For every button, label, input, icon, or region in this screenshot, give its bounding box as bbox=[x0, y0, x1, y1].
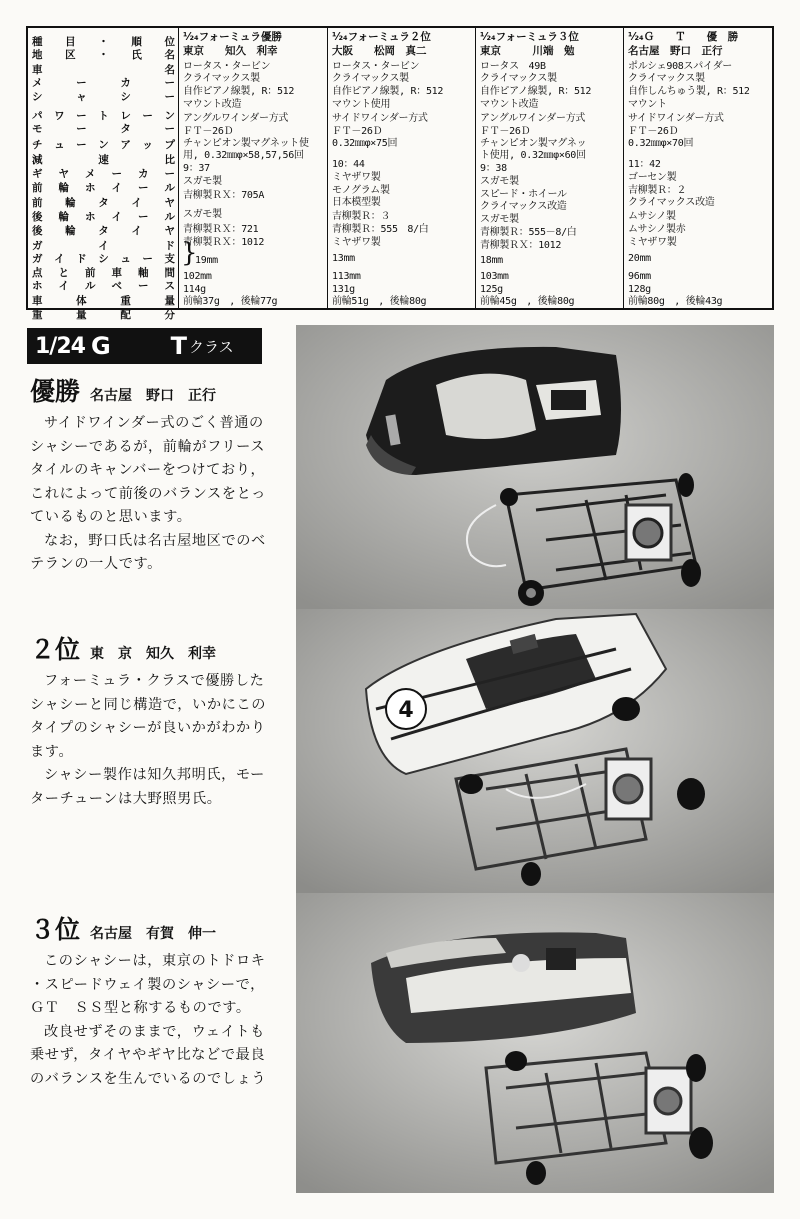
spec-row-label-char: ス bbox=[164, 280, 175, 293]
class-letter-t: T bbox=[170, 332, 188, 360]
spec-row-label-char: ホ bbox=[85, 182, 96, 195]
spec-row-label-char: 順 bbox=[131, 35, 142, 48]
entry-text-line: シャシーであるが，前輪がフリース bbox=[30, 438, 266, 455]
spec-row-label-char: イ bbox=[98, 239, 109, 252]
spec-row-label-char: イ bbox=[54, 253, 65, 266]
spec-row-label-char: 位 bbox=[164, 35, 175, 48]
spec-row-label-char: 輪 bbox=[58, 182, 69, 195]
spec-value: 日本模型製 bbox=[332, 197, 381, 209]
entry-text-line: タイプのシャシーが良いかがわかり bbox=[30, 720, 266, 736]
spec-row-label-char: モ bbox=[32, 123, 43, 136]
spec-row-label-char: 区 bbox=[65, 49, 76, 62]
spec-value: マウント改造 bbox=[480, 98, 539, 110]
spec-row-label-char: 前 bbox=[85, 266, 96, 279]
spec-row-label-char: ッ bbox=[142, 138, 153, 151]
spec-value: 96mm bbox=[628, 271, 651, 283]
spec-table bbox=[26, 26, 774, 322]
spec-row-label bbox=[32, 180, 175, 195]
spec-value: 9：37 bbox=[183, 162, 210, 174]
spec-value: マウント使用 bbox=[332, 98, 391, 110]
spec-row-label-char: ヤ bbox=[58, 167, 69, 180]
spec-row-label-char: 量 bbox=[76, 309, 87, 322]
spec-value: ムサシノ製赤 bbox=[628, 224, 686, 235]
entry-text-line: 乗せず，タイヤやギヤ比などで最良 bbox=[30, 1047, 266, 1063]
spec-value: マウント改造 bbox=[183, 98, 242, 110]
spec-column-header: ⅟₂₄フォーミュラ優勝 bbox=[183, 30, 282, 43]
spec-value: 前輪37g , 後輪77g bbox=[183, 295, 278, 307]
spec-row-label-char: 前 bbox=[32, 196, 43, 209]
spec-row-labels bbox=[28, 28, 178, 322]
spec-value: 青柳製ＲＸ：721 bbox=[183, 224, 259, 235]
spec-value: クライマックス改造 bbox=[628, 197, 715, 209]
spec-value: マウント bbox=[628, 98, 667, 110]
entry-text-line: ているものと思います。 bbox=[30, 509, 192, 525]
spec-value: 青柳製ＲＸ：1012 bbox=[183, 236, 265, 248]
entry-text-line: ます。 bbox=[30, 743, 74, 760]
spec-row-label-char: ホ bbox=[85, 211, 96, 224]
spec-column-header: ⅟₂₄フォーミュラ３位 bbox=[480, 30, 579, 43]
entry-second bbox=[30, 630, 292, 811]
spec-row-label-char: 地 bbox=[32, 49, 43, 62]
entry-text-line: のバランスを生んでいるのでしょう bbox=[30, 1070, 267, 1087]
spec-value: ミヤザワ製 bbox=[332, 236, 381, 248]
spec-row-label bbox=[32, 47, 175, 62]
spec-row-label-char: 体 bbox=[76, 294, 87, 307]
spec-value: クライマックス製 bbox=[183, 73, 260, 85]
spec-value: 自作ピアノ線製, R：512 bbox=[183, 86, 295, 98]
spec-row-label bbox=[32, 293, 175, 308]
spec-value: 青柳製Ｒ：555 8/白 bbox=[332, 224, 429, 235]
spec-row-label bbox=[32, 89, 175, 104]
entry-place: 優勝 bbox=[30, 377, 81, 406]
entry-driver: 名古屋 野口 正行 bbox=[90, 388, 217, 404]
spec-row-label-char: ー bbox=[138, 280, 149, 293]
spec-row-label-char: 輪 bbox=[58, 211, 69, 224]
spec-row-label-char: ー bbox=[142, 253, 153, 266]
spec-driver: 東京 川端 勉 bbox=[480, 44, 575, 57]
spec-value: 10：44 bbox=[332, 159, 365, 170]
spec-column-header: ⅟₂₄フォーミュラ２位 bbox=[332, 30, 431, 43]
spec-row-label-char: 目 bbox=[65, 35, 76, 48]
spec-value: 吉柳製Ｒ：３ bbox=[332, 211, 391, 223]
spec-row-label-char: 速 bbox=[98, 154, 109, 167]
spec-row-label-char: ャ bbox=[76, 91, 87, 104]
spec-row-label-char: 種 bbox=[32, 35, 43, 48]
spec-row-label bbox=[32, 166, 175, 181]
spec-value: クライマックス製 bbox=[480, 73, 557, 85]
spec-value: ロータス・タービン bbox=[183, 60, 271, 72]
spec-driver: 大阪 松岡 真二 bbox=[332, 44, 427, 57]
spec-value: 用, 0.32㎜φ×58,57,56回 bbox=[183, 150, 304, 162]
spec-row-label-char: ベ bbox=[111, 280, 122, 293]
entry-text-line: 改良せずそのままで，ウェイトも bbox=[44, 1023, 265, 1040]
spec-row-label-char: ー bbox=[76, 109, 87, 122]
spec-value: アングルワインダー方式 bbox=[480, 112, 586, 124]
spec-row-label-char: ギ bbox=[32, 167, 43, 180]
spec-value: 11：42 bbox=[628, 159, 661, 170]
spec-row-label-char: 間 bbox=[164, 266, 175, 279]
spec-value: 青柳製ＲＸ：1012 bbox=[480, 239, 562, 251]
spec-row-label-char: ュ bbox=[120, 253, 131, 266]
spec-row-label-char: 車 bbox=[32, 294, 43, 307]
spec-row-label-char: イ bbox=[111, 182, 122, 195]
spec-value: 吉柳製ＲＸ：705A bbox=[183, 189, 265, 201]
entry-text-line: ・スピードウェイ製のシャシーで， bbox=[30, 976, 265, 993]
spec-value: ＦＴ－26Ｄ bbox=[332, 125, 383, 137]
spec-value: ミヤザワ製 bbox=[332, 171, 381, 183]
spec-value: 19mm bbox=[195, 254, 218, 266]
spec-value: スガモ製 bbox=[480, 175, 519, 187]
spec-value: チャンピオン製マグネット使 bbox=[183, 138, 309, 150]
spec-value: 128g bbox=[628, 284, 651, 296]
spec-value: 18mm bbox=[480, 254, 503, 266]
spec-value: アングルワインダー方式 bbox=[183, 112, 289, 124]
spec-value: ゴーセン製 bbox=[628, 171, 677, 183]
photo-winner-car bbox=[296, 325, 774, 609]
spec-row-label-char: ト bbox=[98, 109, 109, 122]
spec-row-label-char: ュ bbox=[54, 138, 65, 151]
entry-text-line: このシャシーは，東京のトドロキ bbox=[44, 953, 266, 969]
spec-row-label-char: 前 bbox=[32, 182, 43, 195]
spec-row-label-char: カ bbox=[120, 76, 131, 89]
entry-text-line: ＧＴ ＳＳ型と称するものです。 bbox=[30, 1000, 251, 1016]
spec-row-label-char: と bbox=[58, 266, 69, 279]
spec-column-header: ⅟₂₄Ｇ Ｔ 優 勝 bbox=[628, 30, 739, 43]
spec-row-label-char: ヤ bbox=[164, 196, 175, 209]
spec-row-label-char: ホ bbox=[32, 280, 43, 293]
photo-third-car bbox=[296, 893, 774, 1193]
spec-row-label-char: イ bbox=[131, 224, 142, 237]
spec-value: モノグラム製 bbox=[332, 184, 390, 196]
spec-row-label-char: チ bbox=[32, 138, 43, 151]
spec-value: スガモ製 bbox=[183, 175, 222, 187]
spec-value: 9：38 bbox=[480, 162, 507, 174]
spec-row-label-char: 重 bbox=[32, 309, 43, 322]
spec-value: 20mm bbox=[628, 252, 651, 264]
spec-row-label-char: メ bbox=[32, 76, 43, 89]
spec-value: 自作ピアノ線製, R：512 bbox=[480, 86, 592, 98]
spec-row-label-char: 点 bbox=[32, 266, 43, 279]
spec-value: 前輪80g , 後輪43g bbox=[628, 295, 723, 307]
spec-row-label-char: ガ bbox=[32, 239, 43, 252]
spec-row-label-char: 支 bbox=[164, 253, 175, 266]
spec-row-label-char: ・ bbox=[98, 35, 109, 48]
spec-value: ロータス・タービン bbox=[332, 60, 420, 72]
spec-row-label-char: シ bbox=[98, 253, 109, 266]
class-fraction: 1/24 bbox=[35, 333, 85, 359]
spec-value: 125g bbox=[480, 284, 503, 296]
spec-value: スピード・ホイール bbox=[480, 188, 567, 200]
spec-row-label-char: 後 bbox=[32, 211, 43, 224]
spec-row-label-char: ー bbox=[76, 76, 87, 89]
spec-row-label-char: ワ bbox=[54, 109, 65, 122]
entry-driver: 東 京 知久 利幸 bbox=[90, 646, 217, 662]
spec-row-label-char: 名 bbox=[164, 63, 175, 76]
entry-text-line: タイルのキャンバーをつけており， bbox=[30, 462, 266, 478]
spec-row-label bbox=[32, 223, 175, 238]
spec-row-label-char: パ bbox=[32, 109, 43, 122]
spec-row-label-char: メ bbox=[85, 167, 96, 180]
spec-value: ムサシノ製 bbox=[628, 211, 676, 223]
spec-row-label-char: 輪 bbox=[65, 224, 76, 237]
spec-row-label-char: イ bbox=[58, 280, 69, 293]
spec-row-label-char: 量 bbox=[164, 294, 175, 307]
spec-row-label-char: 重 bbox=[120, 294, 131, 307]
spec-value: ＦＴ－26Ｄ bbox=[480, 125, 531, 137]
spec-driver: 名古屋 野口 正行 bbox=[628, 44, 723, 57]
spec-row-label bbox=[32, 121, 175, 136]
spec-row-label-char: ・ bbox=[98, 49, 109, 62]
spec-column-car-4 bbox=[623, 28, 772, 308]
spec-row-label-char: ー bbox=[164, 91, 175, 104]
spec-value: サイドワインダー方式 bbox=[332, 112, 428, 124]
spec-row-label-char: タ bbox=[98, 196, 109, 209]
spec-row-label-char: 軸 bbox=[138, 266, 149, 279]
spec-value: ト使用, 0.32㎜φ×60回 bbox=[480, 150, 586, 162]
spec-value: クライマックス製 bbox=[628, 73, 705, 85]
spec-row-label-char: ー bbox=[138, 182, 149, 195]
spec-row-label-char: ー bbox=[76, 123, 87, 136]
spec-value: 113mm bbox=[332, 271, 361, 283]
spec-row-label bbox=[32, 195, 175, 210]
spec-value: 吉柳製Ｒ：２ bbox=[628, 184, 687, 196]
spec-value: ロータス 49B bbox=[480, 60, 546, 72]
spec-row-label-char: イ bbox=[131, 196, 142, 209]
spec-value: サイドワインダー方式 bbox=[628, 112, 724, 124]
spec-row-label-char: ル bbox=[164, 182, 175, 195]
spec-row-label-char: ヤ bbox=[164, 224, 175, 237]
spec-row-label-char: 減 bbox=[32, 154, 43, 167]
photo-second-car bbox=[296, 609, 774, 893]
spec-value: 103mm bbox=[480, 271, 509, 283]
spec-value: 自作しんちゅう製, R：512 bbox=[628, 86, 750, 98]
spec-row-label-char: ド bbox=[76, 253, 87, 266]
spec-value: クライマックス製 bbox=[332, 73, 409, 85]
spec-row-label-char: 車 bbox=[111, 266, 122, 279]
spec-value: スガモ製 bbox=[480, 214, 519, 226]
entry-heading bbox=[30, 910, 292, 946]
entry-text-line: なお，野口氏は名古屋地区でのベ bbox=[44, 532, 266, 549]
spec-row-label-char: タ bbox=[120, 123, 131, 136]
spec-row-label-char: タ bbox=[98, 224, 109, 237]
spec-row-label-char: 後 bbox=[32, 224, 43, 237]
class-heading bbox=[27, 328, 262, 364]
spec-value: クライマックス改造 bbox=[480, 201, 567, 213]
entry-text-line: フォーミュラ・クラスで優勝した bbox=[44, 673, 265, 689]
spec-row-label-char: ア bbox=[120, 138, 131, 151]
entry-text-line: ターチューンは大野照男氏。 bbox=[30, 790, 222, 807]
spec-row-label-char: ン bbox=[164, 109, 175, 122]
spec-value: 13mm bbox=[332, 252, 355, 264]
brace-mark: } bbox=[181, 238, 198, 268]
spec-row-label-char: 名 bbox=[164, 49, 175, 62]
entry-driver: 名古屋 有賀 伸一 bbox=[90, 926, 217, 942]
spec-row-label-char: レ bbox=[120, 109, 131, 122]
spec-row-label-char: ー bbox=[111, 167, 122, 180]
entry-place: ３位 bbox=[30, 915, 81, 944]
spec-row-label bbox=[32, 137, 175, 152]
entry-text-line: これによって前後のバランスをとっ bbox=[30, 485, 266, 502]
spec-row-label-char: ー bbox=[138, 211, 149, 224]
spec-row-label-char: 分 bbox=[164, 309, 175, 322]
spec-row-label-char: イ bbox=[111, 211, 122, 224]
class-suffix: クラス bbox=[189, 337, 234, 356]
spec-row-label bbox=[32, 307, 175, 322]
spec-value: 0.32㎜φ×75回 bbox=[332, 138, 398, 150]
spec-value: 前輪51g , 後輪80g bbox=[332, 295, 427, 307]
spec-value: スガモ製 bbox=[183, 209, 222, 221]
spec-row-label-char: カ bbox=[138, 167, 149, 180]
spec-value: チャンピオン製マグネッ bbox=[480, 138, 587, 150]
spec-value: ＦＴ－26Ｄ bbox=[628, 125, 679, 137]
spec-row-label-char: シ bbox=[32, 91, 43, 104]
spec-row-label-char: シ bbox=[120, 91, 131, 104]
entry-third bbox=[30, 910, 292, 1091]
spec-row-label-char: ド bbox=[164, 239, 175, 252]
class-letter-g: G bbox=[90, 332, 111, 360]
spec-value: 青柳製Ｒ：555－8/白 bbox=[480, 226, 577, 238]
spec-row-label-char: プ bbox=[164, 138, 175, 151]
spec-value: 自作ピアノ線製, R：512 bbox=[332, 86, 444, 98]
spec-column-car-3 bbox=[475, 28, 623, 308]
entry-text-line: シャシーと同じ構造で，いかにこの bbox=[30, 696, 267, 713]
spec-row-label-char: ー bbox=[164, 167, 175, 180]
spec-row-label-char: ン bbox=[98, 138, 109, 151]
spec-row-label-char: 比 bbox=[164, 154, 175, 167]
spec-value: ポルシェ908スパイダー bbox=[628, 60, 733, 72]
spec-value: ミヤザワ製 bbox=[628, 236, 677, 248]
entry-text-line: テランの一人です。 bbox=[30, 556, 162, 572]
spec-driver: 東京 知久 利幸 bbox=[183, 44, 278, 57]
spec-row-label-char: 車 bbox=[32, 63, 43, 76]
spec-value: 102mm bbox=[183, 271, 212, 283]
spec-row-label-char: ル bbox=[164, 211, 175, 224]
spec-row-label-char: 氏 bbox=[131, 49, 142, 62]
entry-text-line: シャシー製作は知久邦明氏，モー bbox=[44, 767, 265, 783]
spec-row-label-char: ガ bbox=[32, 253, 43, 266]
entry-winner bbox=[30, 372, 292, 577]
spec-row-label bbox=[32, 278, 175, 293]
entry-text-line: サイドワインダー式のごく普通の bbox=[44, 415, 264, 431]
spec-row-label-char: ー bbox=[142, 109, 153, 122]
spec-value: 前輪45g , 後輪80g bbox=[480, 295, 575, 307]
car-number: 4 bbox=[398, 698, 414, 723]
spec-column-car-2 bbox=[327, 28, 475, 308]
spec-value: 114g bbox=[183, 284, 206, 296]
spec-value: ＦＴ－26Ｄ bbox=[183, 125, 234, 137]
entry-heading bbox=[30, 372, 292, 408]
spec-row-label-char: 輪 bbox=[65, 196, 76, 209]
spec-value: 131g bbox=[332, 284, 355, 296]
spec-value: 0.32㎜φ×70回 bbox=[628, 138, 694, 150]
spec-row-label-char: ー bbox=[164, 76, 175, 89]
spec-row-label-char: 配 bbox=[120, 309, 131, 322]
spec-row-label-char: ー bbox=[164, 123, 175, 136]
spec-row-label-char: ル bbox=[85, 280, 96, 293]
spec-column-car-1 bbox=[178, 28, 327, 308]
spec-row-label bbox=[32, 75, 175, 90]
entry-place: ２位 bbox=[30, 635, 81, 664]
spec-row-label-char: ー bbox=[76, 138, 87, 151]
entry-heading bbox=[30, 630, 292, 666]
